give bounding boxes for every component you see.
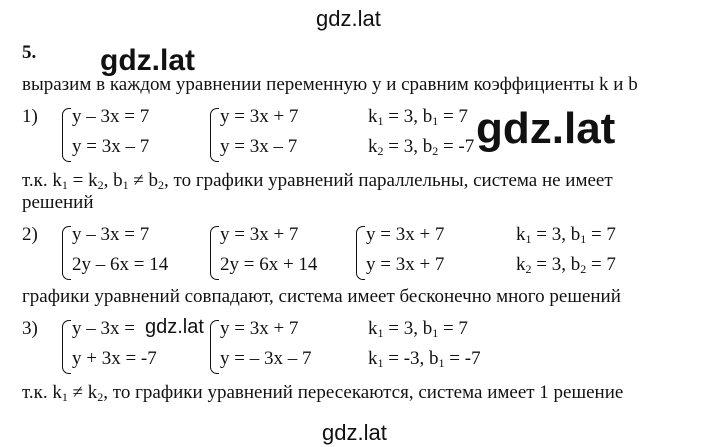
case3-brace-1: [62, 320, 71, 374]
case3-coef-1: $k_1 = 3$, $b_1 = 7$: [368, 318, 468, 340]
case3-sys1-eq1: y – 3x =: [72, 318, 135, 339]
case1-sys2-eq2: y = 3x – 7: [220, 136, 298, 157]
case1-sys1-eq2: y = 3x – 7: [72, 136, 150, 157]
task-number: 5.: [22, 42, 37, 63]
case2-conclusion: графики уравнений совпадают, система имеет бесконечно много решений: [22, 286, 621, 307]
case1-coef-2: $k_2 = 3$, $b_2 = -7$: [368, 136, 475, 158]
case2-coef-2: $k_2 = 3$, $b_2 = 7$: [516, 254, 616, 276]
case2-sys2-eq1: y = 3x + 7: [220, 224, 299, 245]
case2-sys1-eq2: 2y – 6x = 14: [72, 254, 169, 275]
case3-sys1-eq2: y + 3x = -7: [72, 348, 157, 369]
case1-conclusion-line2: решений: [22, 192, 94, 213]
case2-sys3-eq2: y = 3x + 7: [366, 254, 445, 275]
case1-sys1-eq1: y – 3x = 7: [72, 106, 150, 127]
watermark-middle: gdz.lat: [145, 316, 204, 338]
case1-brace-2: [210, 108, 219, 162]
case2-brace-3: [356, 226, 365, 280]
case2-sys2-eq2: 2y = 6x + 14: [220, 254, 318, 275]
case3-sys2-eq2: y = – 3x – 7: [220, 348, 312, 369]
case1-sys2-eq1: y = 3x + 7: [220, 106, 299, 127]
case2-label: 2): [22, 224, 38, 245]
case1-brace-1: [62, 108, 71, 162]
watermark-large-right: gdz.lat: [476, 104, 616, 153]
case1-coef-1: $k_1 = 3$, $b_1 = 7$: [368, 106, 468, 128]
case3-coef-2: $k_1 = -3$, $b_1 = -7$: [368, 348, 481, 370]
case3-brace-2: [210, 320, 219, 374]
case2-coef-1: $k_1 = 3$, $b_1 = 7$: [516, 224, 616, 246]
case1-conclusion-line1: т.к. $k_1 = k_2$, $b_1 \ne b_2$, то графики уравнений параллельны, система не имеет: [22, 170, 613, 192]
case2-sys1-eq1: y – 3x = 7: [72, 224, 150, 245]
case2-sys3-eq1: y = 3x + 7: [366, 224, 445, 245]
case2-brace-2: [210, 226, 219, 280]
case3-sys2-eq1: y = 3x + 7: [220, 318, 299, 339]
case3-conclusion: т.к. $k_1 \ne k_2$, то графики уравнений пересекаются, система имеет 1 решение: [22, 382, 624, 404]
watermark-large-left: gdz.lat: [100, 44, 195, 77]
watermark-top: gdz.lat: [316, 6, 381, 31]
intro-text: выразим в каждом уравнении переменную y и сравним коэффициенты k и b: [22, 74, 638, 95]
watermark-bottom: gdz.lat: [322, 420, 387, 445]
case3-label: 3): [22, 318, 38, 339]
case1-label: 1): [22, 106, 38, 127]
case2-brace-1: [62, 226, 71, 280]
